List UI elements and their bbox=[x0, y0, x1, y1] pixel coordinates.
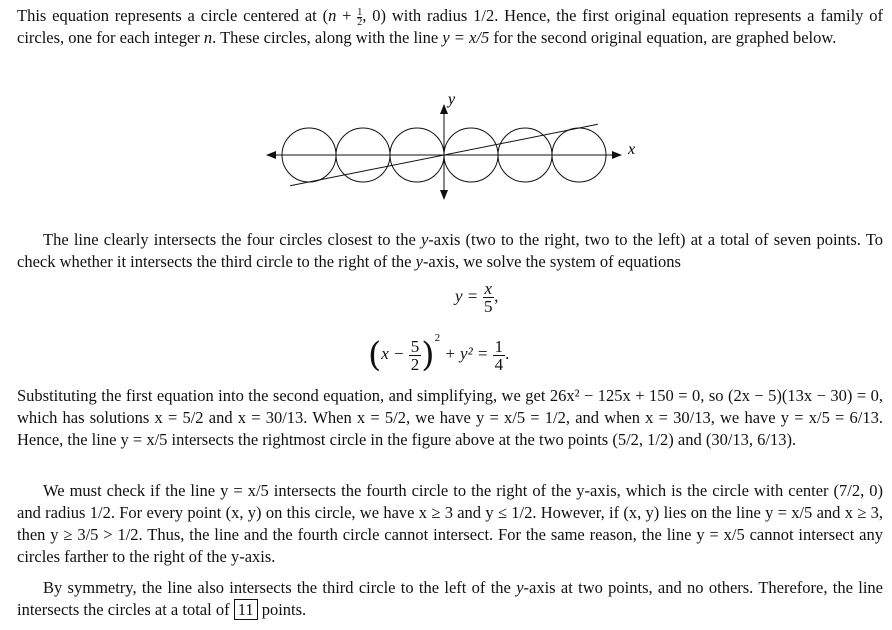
eq2-x: x − bbox=[381, 344, 405, 363]
y-axis-arrow-up bbox=[440, 104, 448, 114]
paragraph-fourth-circle: We must check if the line y = x/5 intersects the fourth circle to the right of the y-axis, which is the circle with center (7/2, 0) and radius 1/2. For every point (x, y) on this circle, we have x ≥ 3 and y ≤ 1/2. However, if (x, y) lies on the line y = x/5 and x ≥ 3, then y ≥ 3/5 > 1/2. Thus, the line and the fourth circle cannot intersect. For the same reason, the line y = x/5 cannot intersect any circles farther to the right of the y-axis. bbox=[17, 481, 883, 566]
p1-text-c: , 0) with radius 1/2. Hence, the first original equation represents a family of circles, one for each integer bbox=[17, 6, 883, 47]
eq1-num: x bbox=[484, 279, 493, 298]
left-paren: ( bbox=[368, 335, 382, 376]
p2-text-c: -axis, we solve the system of equations bbox=[422, 252, 681, 271]
x-axis-arrow-left bbox=[266, 151, 276, 159]
eq1-lhs: y = bbox=[455, 286, 479, 306]
half-den: 2 bbox=[357, 16, 363, 28]
p2-var-y: y bbox=[420, 230, 429, 249]
eq2-den: 2 bbox=[410, 354, 420, 374]
answer-box: 11 bbox=[234, 599, 258, 620]
p1-var-n: n bbox=[328, 6, 337, 25]
eq2-fraction bbox=[409, 338, 422, 373]
eq2-exponent: 2 bbox=[434, 332, 441, 344]
paragraph-intro bbox=[17, 5, 883, 49]
half-num: 1 bbox=[357, 6, 363, 18]
eq2-rnum: 1 bbox=[494, 336, 504, 356]
equation-line bbox=[455, 280, 498, 315]
circles-figure bbox=[258, 92, 634, 204]
eq2-mid: + y² = bbox=[444, 344, 489, 363]
p1-text-f: for the second original equation, are graphed below. bbox=[489, 28, 837, 47]
paragraph-substitution: Substituting the first equation into the second equation, and simplifying, we get 26x² − 125x + 150 = 0, so (2x − 5)(13x − 30) = 0, which has solutions x = 5/2 and x = 30/13. When x = 5/2, we have y = x/5 = 1/2, and when x = 30/13, we have y = x/5 = 6/13. Hence, the line y = x/5 intersects the rightmost circle in the figure above at the two points (5/2, 1/2) and (30/13, 6/13). bbox=[17, 386, 883, 449]
eq2-num: 5 bbox=[410, 336, 420, 356]
p2-text-a: The line clearly intersects the four circles closest to the bbox=[43, 230, 421, 249]
eq2-rden: 4 bbox=[494, 354, 504, 374]
eq1-fraction bbox=[483, 280, 495, 315]
p5-text-c: points. bbox=[257, 600, 307, 619]
eq2-rhs-fraction bbox=[493, 338, 506, 373]
p1-text-b: + bbox=[336, 6, 358, 25]
eq2-tail: . bbox=[505, 344, 510, 363]
p5-text-a: By symmetry, the line also intersects the third circle to the left of the bbox=[43, 578, 517, 597]
right-paren: ) bbox=[421, 335, 435, 376]
x-axis-label: x bbox=[628, 141, 636, 158]
equation-circle bbox=[368, 332, 510, 376]
eq1-tail: , bbox=[494, 286, 499, 306]
p2-var-y2: y bbox=[415, 252, 423, 271]
paragraph-intersections bbox=[17, 229, 883, 273]
p2-text-b: -axis (two to the right, two to the left) at a total of seven points. To check whether it intersects the third circle to the right of the bbox=[17, 230, 883, 271]
p5-text-b: -axis at two points, and no others. Therefore, the line intersects the circles at a total of bbox=[17, 578, 883, 619]
p1-line-eq: y = x/5 bbox=[442, 28, 490, 47]
p1-text-d: . These circles, along with the line bbox=[212, 28, 443, 47]
y-axis-label: y bbox=[448, 91, 456, 108]
y-axis-arrow-down bbox=[440, 190, 448, 200]
p5-var-y: y bbox=[516, 578, 524, 597]
p1-text-a: This equation represents a circle centered at ( bbox=[17, 6, 329, 25]
paragraph-conclusion bbox=[17, 577, 883, 621]
p1-var-n2: n bbox=[203, 28, 213, 47]
eq1-den: 5 bbox=[484, 297, 493, 316]
x-axis-arrow-right bbox=[612, 151, 622, 159]
